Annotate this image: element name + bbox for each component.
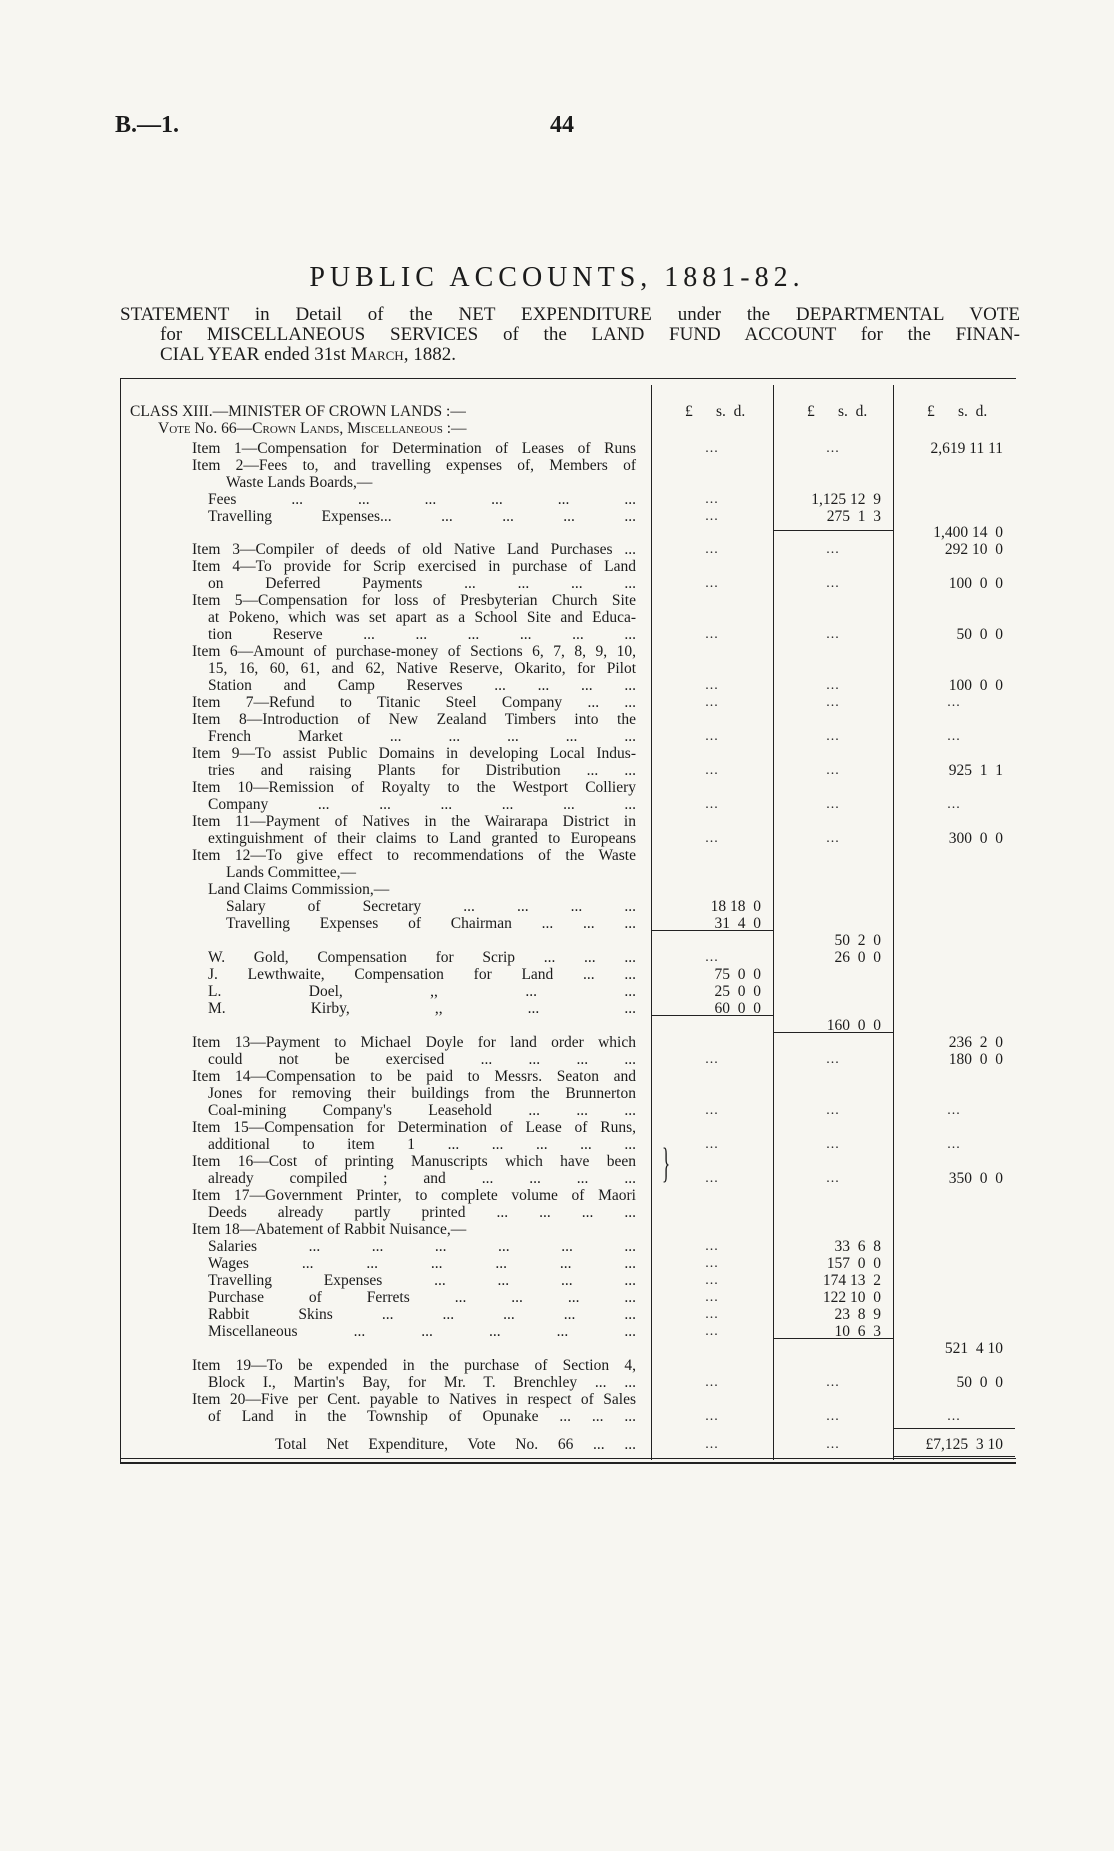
row-description: Travelling Expenses... ... ... ... ... <box>208 508 636 525</box>
amount-cell: 157 0 0 <box>826 1255 881 1272</box>
empty-cell-dots: ... <box>826 763 840 778</box>
row-description: Purchase of Ferrets ... ... ... ... <box>208 1289 636 1306</box>
empty-cell-dots: ... <box>705 950 719 965</box>
empty-cell-dots: ... <box>826 1437 840 1452</box>
statement-heading <box>120 305 1020 365</box>
empty-cell-dots: ... <box>826 1409 840 1424</box>
empty-cell-dots: ... <box>705 492 719 507</box>
empty-cell-dots: ... <box>826 1103 840 1118</box>
brace-items-16-17: } <box>662 1141 671 1187</box>
row-description: Item 17—Government Printer, to complete volume of Maori <box>192 1187 636 1204</box>
amount-cell: 10 6 3 <box>834 1323 881 1340</box>
amount-cell: 33 6 8 <box>834 1238 881 1255</box>
empty-cell-dots: ... <box>705 678 719 693</box>
class-heading: CLASS XIII.—MINISTER OF CROWN LANDS :— <box>130 403 466 420</box>
amount-cell: 1,400 14 0 <box>933 524 1003 541</box>
amount-cell: 50 0 0 <box>956 626 1003 643</box>
empty-cell-dots: ... <box>705 695 719 710</box>
row-description: Station and Camp Reserves ... ... ... ... <box>208 677 636 694</box>
empty-cell-dots: ... <box>705 1324 719 1339</box>
statement-line-2: for MISCELLANEOUS SERVICES of the LAND FUND ACCOUNT for the FINAN- <box>160 324 1020 345</box>
empty-cell-dots: ... <box>947 695 961 710</box>
row-description: Item 9—To assist Public Domains in developing Local Indus- <box>192 745 636 762</box>
amount-cell: 122 10 0 <box>822 1289 881 1306</box>
empty-cell-dots: ... <box>947 1103 961 1118</box>
empty-cell-dots: ... <box>826 797 840 812</box>
amount-cell: 2,619 11 11 <box>930 440 1003 457</box>
amount-cell: 292 10 0 <box>944 541 1003 558</box>
row-description: Item 20—Five per Cent. payable to Natives in respect of Sales <box>192 1391 636 1408</box>
row-description: Item 16—Cost of printing Manuscripts which have been <box>192 1153 636 1170</box>
empty-cell-dots: ... <box>826 1171 840 1186</box>
empty-cell-dots: ... <box>826 831 840 846</box>
row-description: Item 18—Abatement of Rabbit Nuisance,— <box>192 1221 467 1238</box>
amount-cell: 275 1 3 <box>826 508 881 525</box>
row-description: Jones for removing their buildings from the Brunnerton <box>208 1085 636 1102</box>
row-description: Item 11—Payment of Natives in the Wairarapa District in <box>192 813 636 830</box>
row-description: Item 15—Compensation for Determination of Lease of Runs, <box>192 1119 636 1136</box>
amount-cell: 1,125 12 9 <box>811 491 881 508</box>
empty-cell-dots: ... <box>705 1137 719 1152</box>
row-description: Deeds already partly printed ... ... ... ... <box>208 1204 636 1221</box>
amount-cell: 180 0 0 <box>948 1051 1003 1068</box>
empty-cell-dots: ... <box>705 441 719 456</box>
row-description: L. Doel, ,, ... ... <box>208 983 636 1000</box>
amount-cell: £7,125 3 10 <box>925 1436 1003 1453</box>
row-description: Item 13—Payment to Michael Doyle for land order which <box>192 1034 636 1051</box>
amount-cell: 925 1 1 <box>948 762 1003 779</box>
empty-cell-dots: ... <box>826 1137 840 1152</box>
amount-cell: 300 0 0 <box>948 830 1003 847</box>
empty-cell-dots: ... <box>705 627 719 642</box>
row-description: tion Reserve ... ... ... ... ... ... <box>208 626 636 643</box>
column-header-1: £ s. d. <box>685 403 746 420</box>
empty-cell-dots: ... <box>826 729 840 744</box>
row-description: extinguishment of their claims to Land granted to Europeans <box>208 830 636 847</box>
empty-cell-dots: ... <box>705 1307 719 1322</box>
statement-line-1: STATEMENT in Detail of the NET EXPENDITURE under the DEPARTMENTAL VOTE <box>120 304 1020 325</box>
amount-cell: 521 4 10 <box>944 1340 1003 1357</box>
document-ref: B.—1. <box>115 112 180 138</box>
empty-cell-dots: ... <box>705 1375 719 1390</box>
amount-cell: 60 0 0 <box>714 1000 761 1017</box>
vote-heading: Vote No. 66—Crown Lands, Miscellaneous :— <box>158 420 467 437</box>
empty-cell-dots: ... <box>705 1103 719 1118</box>
amount-cell: 25 0 0 <box>714 983 761 1000</box>
amount-cell: 18 18 0 <box>710 898 761 915</box>
empty-cell-dots: ... <box>705 729 719 744</box>
amount-cell: 160 0 0 <box>826 1017 881 1034</box>
amount-cell: 236 2 0 <box>948 1034 1003 1051</box>
empty-cell-dots: ... <box>947 797 961 812</box>
amount-cell: 100 0 0 <box>948 575 1003 592</box>
row-description: M. Kirby, ,, ... ... <box>208 1000 636 1017</box>
row-description: Wages ... ... ... ... ... ... <box>208 1255 636 1272</box>
amount-cell: 100 0 0 <box>948 677 1003 694</box>
empty-cell-dots: ... <box>705 1273 719 1288</box>
empty-cell-dots: ... <box>705 509 719 524</box>
row-description: Item 12—To give effect to recommendations of the Waste <box>192 847 636 864</box>
empty-cell-dots: ... <box>705 1239 719 1254</box>
row-description: Item 10—Remission of Royalty to the Westport Colliery <box>192 779 636 796</box>
row-description: Item 7—Refund to Titanic Steel Company ... ... <box>192 694 636 711</box>
statement-line-3: CIAL YEAR ended 31st March, 1882. <box>160 344 456 365</box>
amount-cell: 23 8 9 <box>834 1306 881 1323</box>
empty-cell-dots: ... <box>705 576 719 591</box>
row-description: Item 1—Compensation for Determination of Leases of Runs <box>192 440 636 457</box>
empty-cell-dots: ... <box>826 542 840 557</box>
empty-cell-dots: ... <box>705 763 719 778</box>
amount-cell: 26 0 0 <box>834 949 881 966</box>
row-description: Item 3—Compiler of deeds of old Native Land Purchases ... <box>192 541 636 558</box>
amount-cell: 350 0 0 <box>948 1170 1003 1187</box>
row-description: Coal-mining Company's Leasehold ... ... ... <box>208 1102 636 1119</box>
row-description: Rabbit Skins ... ... ... ... ... <box>208 1306 636 1323</box>
empty-cell-dots: ... <box>826 627 840 642</box>
empty-cell-dots: ... <box>947 1409 961 1424</box>
row-description: Lands Committee,— <box>226 864 357 881</box>
row-description: additional to item 1 ... ... ... ... ... <box>208 1136 636 1153</box>
empty-cell-dots: ... <box>705 831 719 846</box>
row-description: Land Claims Commission,— <box>208 881 390 898</box>
empty-cell-dots: ... <box>947 1137 961 1152</box>
row-description: Travelling Expenses of Chairman ... ... ... <box>226 915 636 932</box>
row-description: tries and raising Plants for Distribution ... ... <box>208 762 636 779</box>
amount-cell: 75 0 0 <box>714 966 761 983</box>
row-description: Item 2—Fees to, and travelling expenses of, Members of <box>192 457 636 474</box>
row-description: Item 19—To be expended in the purchase of Section 4, <box>192 1357 636 1374</box>
row-description: Item 4—To provide for Scrip exercised in purchase of Land <box>192 558 636 575</box>
empty-cell-dots: ... <box>705 1052 719 1067</box>
row-description: Item 5—Compensation for loss of Presbyterian Church Site <box>192 592 636 609</box>
row-description: Salary of Secretary ... ... ... ... <box>226 898 636 915</box>
row-description: Miscellaneous ... ... ... ... ... <box>208 1323 636 1340</box>
row-description: Salaries ... ... ... ... ... ... <box>208 1238 636 1255</box>
empty-cell-dots: ... <box>705 797 719 812</box>
row-description: Travelling Expenses ... ... ... ... <box>208 1272 636 1289</box>
column-header-3: £ s. d. <box>927 403 988 420</box>
empty-cell-dots: ... <box>826 576 840 591</box>
empty-cell-dots: ... <box>826 695 840 710</box>
empty-cell-dots: ... <box>705 1256 719 1271</box>
row-description: W. Gold, Compensation for Scrip ... ... ... <box>208 949 636 966</box>
amount-cell: 174 13 2 <box>822 1272 881 1289</box>
row-description: Item 14—Compensation to be paid to Messrs. Seaton and <box>192 1068 636 1085</box>
row-description: Fees ... ... ... ... ... ... <box>208 491 636 508</box>
row-description: J. Lewthwaite, Compensation for Land ... ... <box>208 966 636 983</box>
row-description: Waste Lands Boards,— <box>226 474 373 491</box>
row-description: at Pokeno, which was set apart as a School Site and Educa- <box>208 609 636 626</box>
amount-cell: 31 4 0 <box>714 915 761 932</box>
page-title: PUBLIC ACCOUNTS, 1881-82. <box>309 262 805 293</box>
row-description: 15, 16, 60, 61, and 62, Native Reserve, Okarito, for Pilot <box>208 660 636 677</box>
amount-cell: 50 2 0 <box>834 932 881 949</box>
row-description: could not be exercised ... ... ... ... <box>208 1051 636 1068</box>
empty-cell-dots: ... <box>705 542 719 557</box>
row-description: already compiled ; and ... ... ... ... <box>208 1170 636 1187</box>
empty-cell-dots: ... <box>826 1052 840 1067</box>
total-rule <box>893 1428 1015 1429</box>
empty-cell-dots: ... <box>705 1409 719 1424</box>
empty-cell-dots: ... <box>826 678 840 693</box>
row-description: French Market ... ... ... ... ... <box>208 728 636 745</box>
row-description: Block I., Martin's Bay, for Mr. T. Brenchley ... ... <box>208 1374 636 1391</box>
amount-cell: 50 0 0 <box>956 1374 1003 1391</box>
empty-cell-dots: ... <box>826 1375 840 1390</box>
subtotal-rule <box>773 530 893 531</box>
empty-cell-dots: ... <box>705 1290 719 1305</box>
row-description: of Land in the Township of Opunake ... ... ... <box>208 1408 636 1425</box>
empty-cell-dots: ... <box>826 441 840 456</box>
empty-cell-dots: ... <box>947 729 961 744</box>
page-number: 44 <box>550 112 574 138</box>
row-description: Company ... ... ... ... ... ... <box>208 796 636 813</box>
empty-cell-dots: ... <box>705 1171 719 1186</box>
row-description: Item 8—Introduction of New Zealand Timbers into the <box>192 711 636 728</box>
row-description: on Deferred Payments ... ... ... ... <box>208 575 636 592</box>
empty-cell-dots: ... <box>705 1437 719 1452</box>
column-header-2: £ s. d. <box>807 403 868 420</box>
total-double-rule <box>893 1456 1015 1459</box>
row-description: Item 6—Amount of purchase-money of Sections 6, 7, 8, 9, 10, <box>192 643 636 660</box>
row-description: Total Net Expenditure, Vote No. 66 ... ... <box>275 1436 636 1453</box>
